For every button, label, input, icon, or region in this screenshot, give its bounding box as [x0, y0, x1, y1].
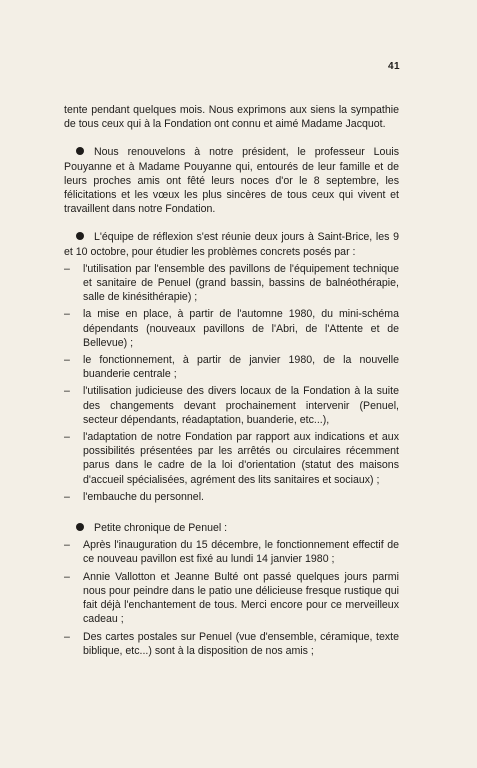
list-item: – l'embauche du personnel.: [64, 490, 204, 503]
list-item: – Après l'inauguration du 15 décembre, le fonctionnement effectif de ce nouveau pavillon est fixé au lundi 14 janvier 1980 ;: [64, 539, 399, 566]
list-item: – le fonctionnement, à partir de janvier 1980, de la nouvelle buanderie centrale ;: [64, 354, 399, 381]
list-item: – l'utilisation judicieuse des divers locaux de la Fondation à la suite des changements devant prochainement intervenir (Penuel, secteur dépendants, réadaptation, buanderie, etc...),: [64, 385, 399, 426]
president-text: Nous renouvelons à notre président, le professeur Louis Pouyanne et à Madame Pouyanne qui, entourés de leur famille et de leurs proches amis ont fêté leurs noces d'or le 8 septembre, les félicitations et les vœux les plus sincères de tous ceux qui vivent et travaillent dans notre Fondation.: [64, 146, 399, 216]
bullet-icon: [76, 147, 84, 155]
chronique-list: [64, 538, 399, 658]
dash-marker: –: [64, 490, 70, 503]
chronique-paragraph: [64, 521, 399, 535]
dash-marker: –: [64, 354, 70, 367]
list-item: – l'utilisation par l'ensemble des pavillons de l'équipement technique et sanitaire de Penuel (grand bassin, bassins de balnéothérapie, salle de kinésithérapie) ;: [64, 262, 399, 304]
page-number: 41: [388, 61, 401, 72]
bullet-icon: [76, 232, 84, 240]
reflexion-paragraph: [64, 230, 399, 258]
reflexion-list: [64, 262, 399, 504]
dash-marker: –: [64, 570, 70, 583]
chronique-text: Petite chronique de Penuel :: [94, 522, 228, 535]
dash-marker: –: [64, 262, 70, 275]
dash-marker: –: [64, 308, 70, 321]
list-item: – la mise en place, à partir de l'automne 1980, du mini-schéma dépendants (nouveaux pavillons de l'Abri, de l'Attente et de Bellevue) ;: [64, 308, 399, 349]
president-paragraph: [64, 145, 399, 216]
list-item: – l'adaptation de notre Fondation par rapport aux indications et aux possibilités présentées par les arrêtés ou circulaires récemment parus dans le cadre de la loi d'orientation (statut des maisons d'accueil spécialisées, agrément des lits sanitaires et sociaux) ;: [64, 431, 399, 486]
reflexion-text: L'équipe de réflexion s'est réunie deux jours à Saint-Brice, les 9 et 10 octobre, pour étudier les problèmes concrets posés par :: [64, 231, 399, 258]
dash-marker: –: [64, 539, 70, 552]
list-item: – Des cartes postales sur Penuel (vue d'ensemble, céramique, texte biblique, etc...) sont à la disposition de nos amis ;: [64, 630, 399, 657]
dash-marker: –: [64, 630, 70, 643]
bullet-icon: [76, 523, 84, 531]
intro-paragraph: tente pendant quelques mois. Nous exprimons aux siens la sympathie de tous ceux qui à la Fondation ont connu et aimé Madame Jacquot.: [64, 104, 399, 131]
page-content: [64, 103, 399, 661]
list-item: – Annie Vallotton et Jeanne Bulté ont passé quelques jours parmi nous pour peindre dans le patio une délicieuse fresque rustique qui fait déjà l'enchantement de tous. Merci encore pour ce merveilleux cadeau ;: [64, 570, 399, 626]
dash-marker: –: [64, 431, 70, 444]
dash-marker: –: [64, 385, 70, 398]
